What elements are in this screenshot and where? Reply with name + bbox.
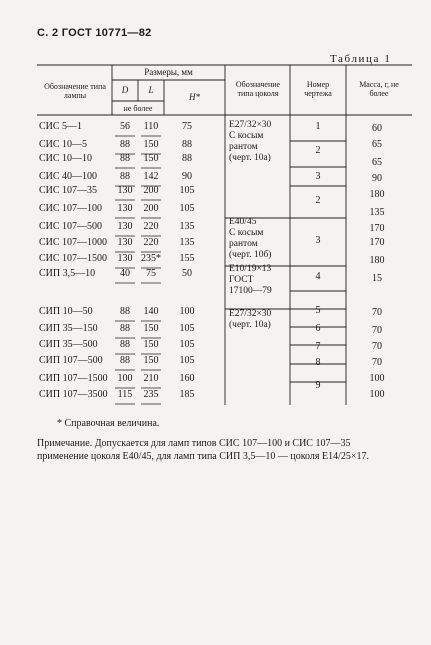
row-h: 160 (179, 373, 195, 384)
row-d: 130 (117, 237, 133, 248)
row-h: 155 (179, 253, 195, 264)
col-header-base: Обозначение типа цоколя (235, 80, 281, 98)
row-l: 150 (143, 139, 159, 150)
base-line: E40/45 (229, 217, 257, 227)
row-type: СИС 10—5 (39, 139, 88, 150)
row-d: 130 (117, 221, 133, 232)
row-d: 88 (120, 323, 130, 334)
mass-value: 100 (369, 389, 385, 400)
row-d: 88 (120, 153, 130, 164)
mass-value: 60 (372, 123, 382, 134)
row-h: 105 (179, 339, 195, 350)
mass-value: 170 (369, 223, 385, 234)
row-h: 88 (182, 153, 192, 164)
col-header-d: D (121, 85, 129, 95)
base-line: (черт. 10а) (229, 320, 271, 330)
row-h: 135 (179, 237, 195, 248)
row-type: СИС 107—1500 (39, 253, 108, 264)
drawing-number: 6 (315, 323, 321, 334)
row-l: 110 (143, 121, 159, 132)
drawing-number: 7 (315, 341, 321, 352)
drawing-number: 5 (315, 305, 321, 316)
base-line: E27/32×30 (229, 309, 272, 319)
row-d: 56 (120, 121, 130, 132)
row-type: СИС 10—10 (39, 153, 93, 164)
row-d: 88 (120, 355, 130, 366)
mass-value: 15 (372, 273, 382, 284)
mass-value: 170 (369, 237, 385, 248)
note-line-2: применение цоколя E40/45, для ламп типа СИП 3,5—10 — цоколя E14/25×17. (37, 451, 370, 462)
mass-value: 70 (372, 341, 382, 352)
col-header-type: Обозначение типа лампы (44, 82, 106, 100)
row-d: 115 (117, 389, 133, 400)
row-type: СИС 40—100 (39, 171, 98, 182)
note-line-1: Примечание. Допускается для ламп типов СИС 107—100 и СИС 107—35 (37, 438, 351, 449)
col-header-drawing: Номер чертежа (304, 80, 332, 98)
mass-value: 90 (372, 173, 382, 184)
row-h: 90 (182, 171, 192, 182)
base-line: (черт. 10б) (229, 250, 272, 260)
row-type: СИС 5—1 (39, 121, 83, 132)
drawing-number: 4 (315, 271, 321, 282)
row-type: СИС 107—35 (39, 185, 98, 196)
row-h: 105 (179, 323, 195, 334)
row-type: СИС 107—500 (39, 221, 103, 232)
row-d: 40 (120, 268, 130, 279)
mass-value: 180 (369, 255, 385, 266)
row-l: 200 (143, 203, 159, 214)
col-header-sizes: Размеры, мм (144, 67, 193, 77)
col-header-l: L (148, 85, 154, 95)
row-type: СИП 35—500 (39, 339, 98, 350)
col-header-mass: Масса, г, не более (359, 80, 399, 98)
row-h: 50 (182, 268, 192, 279)
row-h: 185 (179, 389, 195, 400)
base-line: (черт. 10а) (229, 153, 271, 163)
col-header-not-more: не более (123, 104, 153, 113)
drawing-number: 8 (315, 357, 321, 368)
base-line: 17100—79 (229, 286, 272, 296)
col-header-h: H* (189, 92, 200, 102)
row-type: СИС 107—100 (39, 203, 103, 214)
drawing-number: 2 (315, 145, 321, 156)
mass-value: 65 (372, 157, 382, 168)
footnote: * Справочная величина. (57, 418, 160, 429)
drawing-number: 3 (315, 171, 321, 182)
mass-value: 135 (369, 207, 385, 218)
base-line: рантом (229, 239, 258, 249)
drawing-number: 9 (315, 380, 321, 391)
page-header: С. 2 ГОСТ 10771—82 (37, 27, 152, 39)
row-h: 75 (182, 121, 192, 132)
row-type: СИП 3,5—10 (39, 268, 96, 279)
row-type: СИП 107—500 (39, 355, 103, 366)
row-h: 88 (182, 139, 192, 150)
row-type: СИП 10—50 (39, 306, 93, 317)
drawing-number: 2 (315, 195, 321, 206)
row-l: 200 (143, 185, 159, 196)
mass-value: 70 (372, 325, 382, 336)
table-title: Таблица 1 (330, 53, 392, 65)
row-type: СИП 35—150 (39, 323, 98, 334)
mass-value: 100 (369, 373, 385, 384)
drawing-number: 1 (315, 121, 321, 132)
row-l: 235* (141, 253, 161, 264)
row-type: СИС 107—1000 (39, 237, 108, 248)
base-line: С косым (229, 131, 264, 141)
row-l: 210 (143, 373, 159, 384)
row-h: 105 (179, 185, 195, 196)
mass-value: 65 (372, 139, 382, 150)
base-line: С косым (229, 228, 264, 238)
row-l: 150 (143, 339, 159, 350)
mass-value: 70 (372, 307, 382, 318)
mass-value: 180 (369, 189, 385, 200)
row-d: 130 (117, 185, 133, 196)
base-line: рантом (229, 142, 258, 152)
row-d: 88 (120, 306, 130, 317)
row-d: 130 (117, 253, 133, 264)
row-l: 220 (143, 221, 159, 232)
row-h: 100 (179, 306, 195, 317)
base-line: ГОСТ (229, 275, 254, 285)
row-l: 75 (146, 268, 156, 279)
row-d: 100 (117, 373, 133, 384)
row-l: 235 (143, 389, 159, 400)
row-h: 105 (179, 203, 195, 214)
mass-value: 70 (372, 357, 382, 368)
row-l: 140 (143, 306, 159, 317)
row-l: 142 (143, 171, 159, 182)
row-h: 105 (179, 355, 195, 366)
row-d: 88 (120, 171, 130, 182)
row-d: 88 (120, 339, 130, 350)
row-l: 150 (143, 153, 159, 164)
row-d: 130 (117, 203, 133, 214)
row-type: СИП 107—1500 (39, 373, 108, 384)
row-h: 135 (179, 221, 195, 232)
row-l: 150 (143, 323, 159, 334)
row-l: 150 (143, 355, 159, 366)
row-d: 88 (120, 139, 130, 150)
row-l: 220 (143, 237, 159, 248)
drawing-number: 3 (315, 235, 321, 246)
base-line: E27/32×30 (229, 120, 272, 130)
base-line: E10/19×13 (229, 264, 272, 274)
row-type: СИП 107—3500 (39, 389, 108, 400)
